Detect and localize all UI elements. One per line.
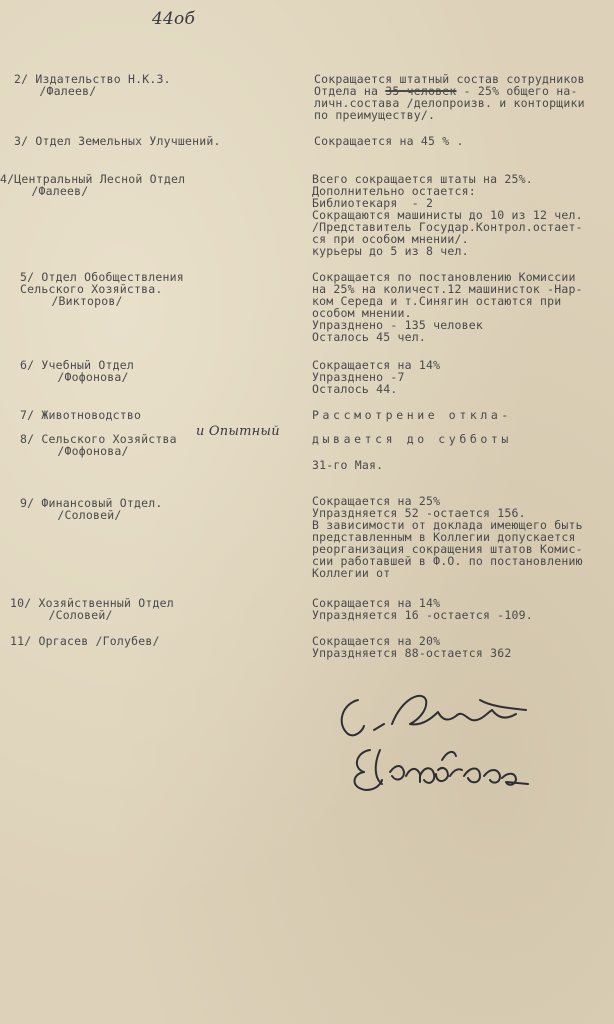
signature-sereda	[342, 696, 526, 735]
entry-9-decision-line-1: Сокращается на 25%	[312, 494, 441, 508]
entry-11-decision-line-1: Сокращается на 20%	[312, 634, 441, 648]
entry-4-decision-line-7: курьеры до 5 из 8 чел.	[312, 244, 469, 258]
entry-9-decision-line-2: Упраздняется 52 -остается 156.	[312, 506, 526, 520]
entry-9-decision-line-3: В зависимости от доклада имеющего быть	[312, 518, 583, 532]
entry-10-person: /Соловей/	[20, 608, 113, 622]
entry-5-title: 5/ Отдел Обобществления	[20, 270, 184, 284]
entry-4-decision-line-4: Сокращаются машинисты до 10 из 12 чел.	[312, 208, 583, 222]
entry-4-decision-line-5: /Представитель Государ.Контрол.остает-	[312, 220, 583, 234]
entry-7-decision-line-1: Рассмотрение откла-	[312, 408, 512, 422]
entry-7-title: 7/ Животноводство	[20, 408, 142, 422]
entry-10-decision-line-1: Сокращается на 14%	[312, 596, 441, 610]
entry-4-decision-line-2: Дополнительно остается:	[312, 184, 476, 198]
entry-9-title: 9/ Финансовый Отдел.	[20, 496, 163, 510]
entry-9-decision-line-5: реорганизация сокращения штатов Комис-	[312, 542, 583, 556]
entry-11-title: 11/ Оргасев /Голубев/	[10, 634, 160, 648]
entry-11-decision-line-2: Упраздняется 88-остается 362	[312, 646, 512, 660]
entry-4-title: 4/Центральный Лесной Отдел	[0, 172, 186, 186]
entry-9-decision-line-6: сии работавшей в Ф.О. по постановлению	[312, 554, 583, 568]
entry-9-person: /Соловей/	[36, 508, 122, 522]
entry-7-decision-line-3: 31-го Мая.	[312, 458, 384, 472]
entry-9-decision-line-4: представленным в Коллегии допускается	[312, 530, 576, 544]
entry-6-title: 6/ Учебный Отдел	[20, 358, 134, 372]
entry-4-decision-line-1: Всего сокращается штаты на 25%.	[312, 172, 533, 186]
entry-8-title: 8/ Сельского Хозяйства	[20, 432, 177, 446]
struck-text: 35 человек	[385, 84, 457, 98]
entry-2-decision-line-3: личн.состава /делопроизв. и конторщики	[314, 96, 585, 110]
entry-7-decision-line-2: дывается до субботы	[312, 432, 512, 446]
signature-bondareva	[355, 750, 529, 790]
handwritten-insert: и Опытный	[196, 424, 280, 439]
entry-5-decision-line-2: на 25% на количест.12 машинисток -Нар-	[312, 282, 583, 296]
entry-9-decision-line-7: Коллегии от	[312, 566, 391, 580]
entry-5-person: /Викторов/	[30, 294, 123, 308]
entry-4-person: /Фалеев/	[10, 184, 89, 198]
entry-8-person: /Фофонова/	[36, 444, 129, 458]
entry-2-decision-line-4: по преимуществу/.	[314, 108, 436, 122]
entry-6-person: /Фофонова/	[36, 370, 129, 384]
entry-4-decision-line-3: Библиотекаря - 2	[312, 196, 434, 210]
entry-2-title: 2/ Издательство Н.К.З.	[14, 72, 171, 86]
entry-5-decision-line-4: особом мнении.	[312, 306, 412, 320]
entry-5-decision-line-6: Осталось 45 чел.	[312, 330, 426, 344]
entry-10-title: 10/ Хозяйственный Отдел	[10, 596, 174, 610]
entry-6-decision-line-1: Сокращается на 14%	[312, 358, 441, 372]
entry-10-decision-line-2: Упраздняется 16 -остается -109.	[312, 608, 533, 622]
archive-mark: 44об	[152, 9, 196, 29]
entry-5-title-cont: Сельского Хозяйства.	[20, 282, 163, 296]
entry-5-decision-line-1: Сокращается по постановлению Комиссии	[312, 270, 576, 284]
entry-2-decision-line-2: Отдела на 35 человек - 25% общего на-	[314, 84, 578, 98]
entry-2-decision-line-1: Сокращается штатный состав сотрудников	[314, 72, 585, 86]
entry-6-decision-line-3: Осталось 44.	[312, 382, 398, 396]
entry-5-decision-line-3: ком Середа и т.Синягин остаются при	[312, 294, 562, 308]
entry-2-person: /Фалеев/	[18, 84, 97, 98]
entry-5-decision-line-5: Упразднено - 135 человек	[312, 318, 483, 332]
entry-4-decision-line-6: ся при особом мнении/.	[312, 232, 469, 246]
entry-3-decision: Сокращается на 45 % .	[314, 134, 464, 148]
entry-6-decision-line-2: Упразднено -7	[312, 370, 405, 384]
signatures	[330, 680, 590, 810]
entry-3-title: 3/ Отдел Земельных Улучшений.	[14, 134, 221, 148]
